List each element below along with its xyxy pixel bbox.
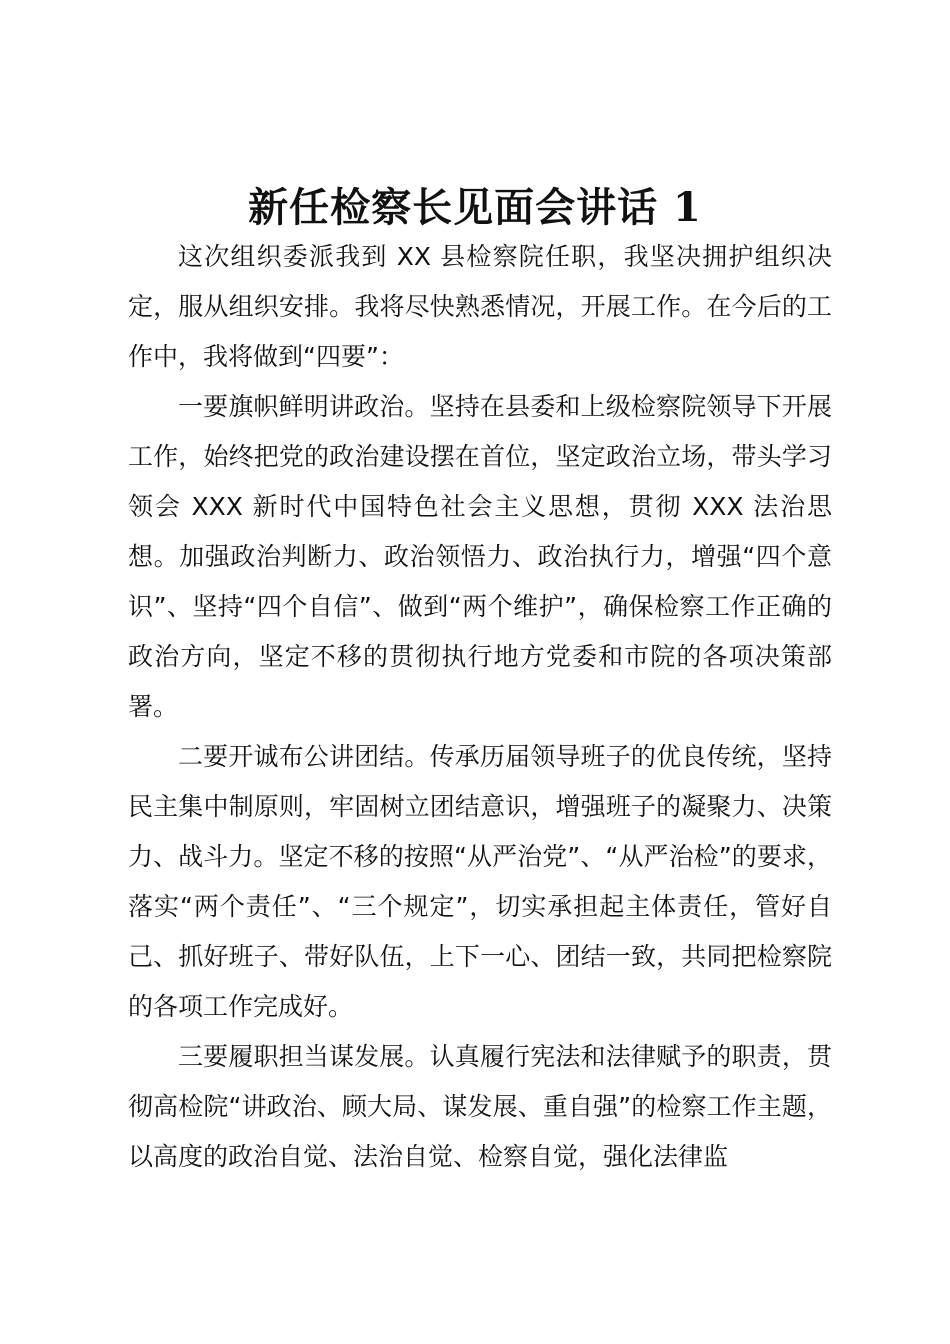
paragraph-intro: 这次组织委派我到 XX 县检察院任职，我坚决拥护组织决定，服从组织安排。我将尽快熟悉情况，开展工作。在今后的工作中，我将做到“四要”：	[128, 242, 832, 371]
paragraph-politics: 一要旗帜鲜明讲政治。坚持在县委和上级检察院领导下开展工作，始终把党的政治建设摆在首位，坚定政治立场，带头学习领会 XXX 新时代中国特色社会主义思想，贯彻 XXX 法治思想。加强政治判断力、政治领悟力、政治执行力，增强“四个意识”、坚持“四个自信”、做到“两个维护”，确保检察工作正确的政治方向，坚定不移的贯彻执行地方党委和市院的各项决策部署。	[128, 392, 832, 721]
paragraph-development: 三要履职担当谋发展。认真履行宪法和法律赋予的职责，贯彻高检院“讲政治、顾大局、谋发展、重自强”的检察工作主题，以高度的政治自觉、法治自觉、检察自觉，强化法律监	[128, 1042, 832, 1171]
document-body	[128, 232, 832, 1182]
paragraph-unity: 二要开诚布公讲团结。传承历届领导班子的优良传统，坚持民主集中制原则，牢固树立团结意识，增强班子的凝聚力、决策力、战斗力。坚定不移的按照“从严治党”、“从严治检”的要求，落实“两个责任”、“三个规定”，切实承担起主体责任，管好自己、抓好班子、带好队伍，上下一心、团结一致，共同把检察院的各项工作完成好。	[128, 742, 832, 1021]
document-title: 新任检察长见面会讲话 1	[248, 184, 702, 231]
